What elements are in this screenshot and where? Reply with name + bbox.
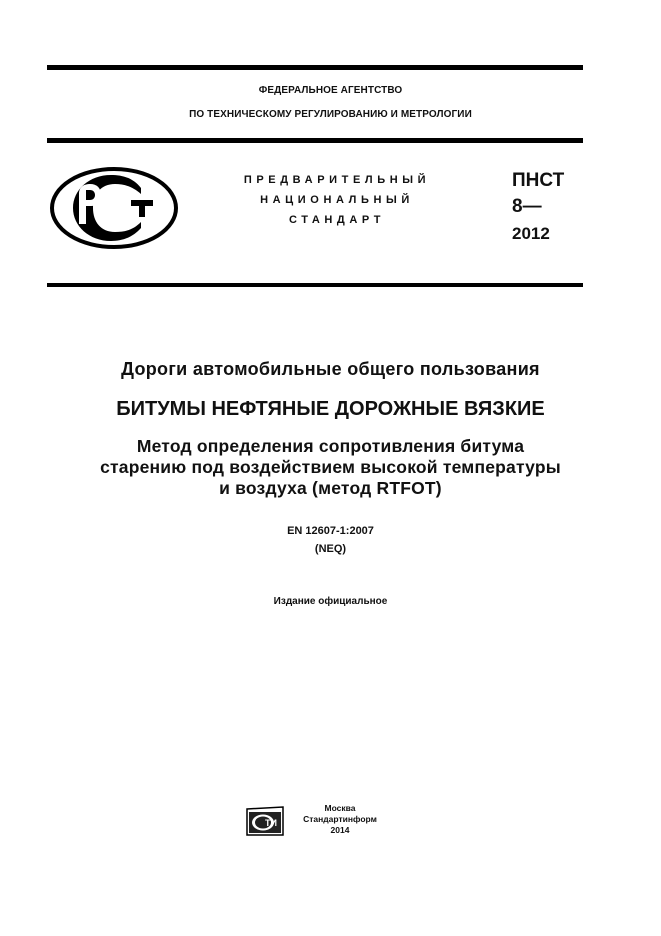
agency-name-line1: ФЕДЕРАЛЬНОЕ АГЕНТСТВО [258, 85, 403, 96]
title-rule [47, 283, 583, 287]
svg-text:ТИ: ТИ [265, 818, 277, 828]
gost-r-logo-icon [49, 166, 179, 250]
method-title-line3: и воздуха (метод RTFOT) [219, 478, 442, 498]
method-title [0, 436, 661, 499]
equivalence-label: (NEQ) [314, 543, 347, 555]
standard-year: 2012 [512, 224, 550, 243]
method-title-line1: Метод определения сопротивления битума [136, 436, 525, 456]
edition-label: Издание официальное [273, 596, 388, 607]
standard-type-line3: СТАНДАРТ [288, 214, 386, 226]
header-rule [47, 138, 583, 143]
standard-type-line1: ПРЕДВАРИТЕЛЬНЫЙ [243, 174, 431, 186]
standard-code: ПНСТ [512, 170, 565, 191]
publisher-block [295, 803, 385, 836]
publisher-year: 2014 [330, 825, 350, 835]
main-title: БИТУМЫ НЕФТЯНЫЕ ДОРОЖНЫЕ ВЯЗКИЕ [116, 398, 545, 420]
standard-type-line2: НАЦИОНАЛЬНЫЙ [260, 194, 414, 206]
publisher-city: Москва [324, 803, 356, 813]
standartinform-logo-icon [245, 805, 287, 837]
agency-name-line2: ПО ТЕХНИЧЕСКОМУ РЕГУЛИРОВАНИЮ И МЕТРОЛОГИИ [189, 109, 472, 120]
top-rule [47, 65, 583, 70]
general-title: Дороги автомобильные общего пользования [121, 359, 540, 379]
reference-standard: EN 12607-1:2007 [287, 525, 374, 537]
publisher-name: Стандартинформ [303, 814, 377, 824]
method-title-line2: старению под воздействием высокой температуры [100, 457, 561, 477]
standard-number: 8— [512, 196, 542, 217]
